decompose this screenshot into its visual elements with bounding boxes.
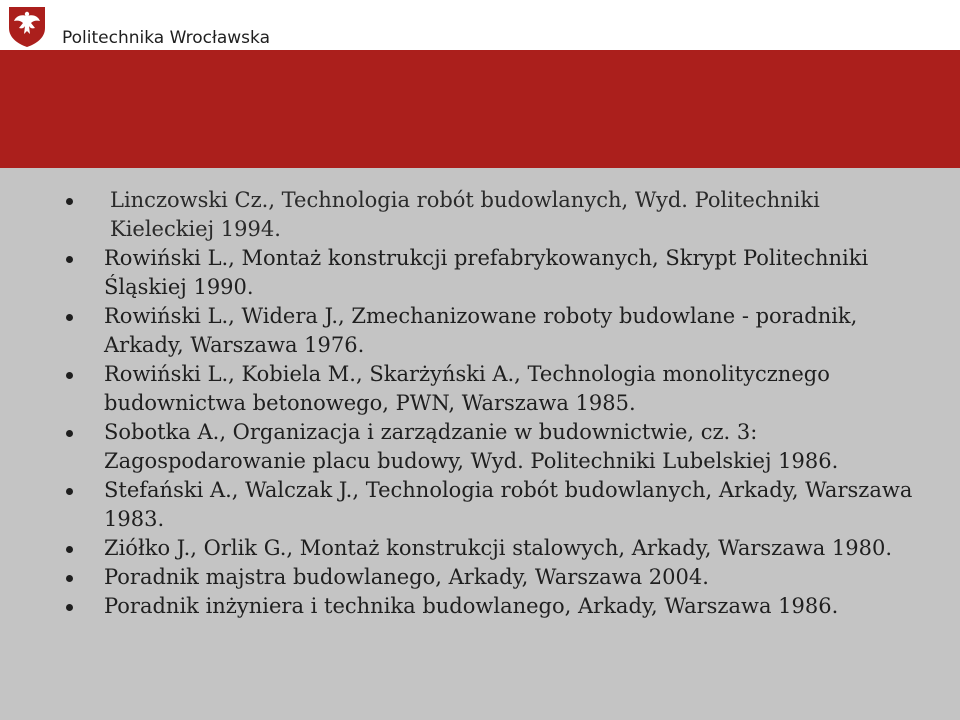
list-item [0, 418, 960, 476]
reference-text: Ziółko J., Orlik G., Montaż konstrukcji stalowych, Arkady, Warszawa 1980. [104, 536, 893, 560]
bullet-icon [66, 372, 73, 379]
reference-text: Rowiński L., Kobiela M., Skarżyński A., Technologia monolitycznego budownictwa betonowego, PWN, Warszawa 1985. [104, 362, 830, 415]
list-item [0, 302, 960, 360]
org-name: Politechnika Wrocławska [62, 28, 270, 48]
university-logo-icon [6, 4, 48, 48]
bullet-icon [66, 575, 73, 582]
bullet-icon [66, 314, 73, 321]
reference-text: Rowiński L., Widera J., Zmechanizowane roboty budowlane - poradnik, Arkady, Warszawa 1976. [104, 304, 858, 357]
list-item [0, 563, 960, 592]
reference-text: Poradnik majstra budowlanego, Arkady, Warszawa 2004. [104, 565, 709, 589]
bullet-icon [66, 430, 73, 437]
reference-text: Linczowski Cz., Technologia robót budowlanych, Wyd. Politechniki Kieleckiej 1994. [110, 188, 820, 241]
list-item [0, 244, 960, 302]
bullet-icon [66, 198, 73, 205]
bullet-icon [66, 488, 73, 495]
list-item [0, 360, 960, 418]
list-item [0, 592, 960, 621]
reference-list [0, 186, 960, 621]
bullet-icon [66, 256, 73, 263]
reference-text: Rowiński L., Montaż konstrukcji prefabrykowanych, Skrypt Politechniki Śląskiej 1990. [104, 246, 869, 299]
bullet-icon [66, 604, 73, 611]
list-item [0, 534, 960, 563]
bullet-icon [66, 546, 73, 553]
header [0, 0, 960, 50]
list-item [0, 476, 960, 534]
reference-text: Poradnik inżyniera i technika budowlanego, Arkady, Warszawa 1986. [104, 594, 839, 618]
title-banner [0, 50, 960, 168]
reference-text: Stefański A., Walczak J., Technologia robót budowlanych, Arkady, Warszawa 1983. [104, 478, 913, 531]
content-area [0, 168, 960, 720]
list-item [0, 186, 960, 244]
reference-text: Sobotka A., Organizacja i zarządzanie w budownictwie, cz. 3: Zagospodarowanie placu budowy, Wyd. Politechniki Lubelskiej 1986. [104, 420, 839, 473]
